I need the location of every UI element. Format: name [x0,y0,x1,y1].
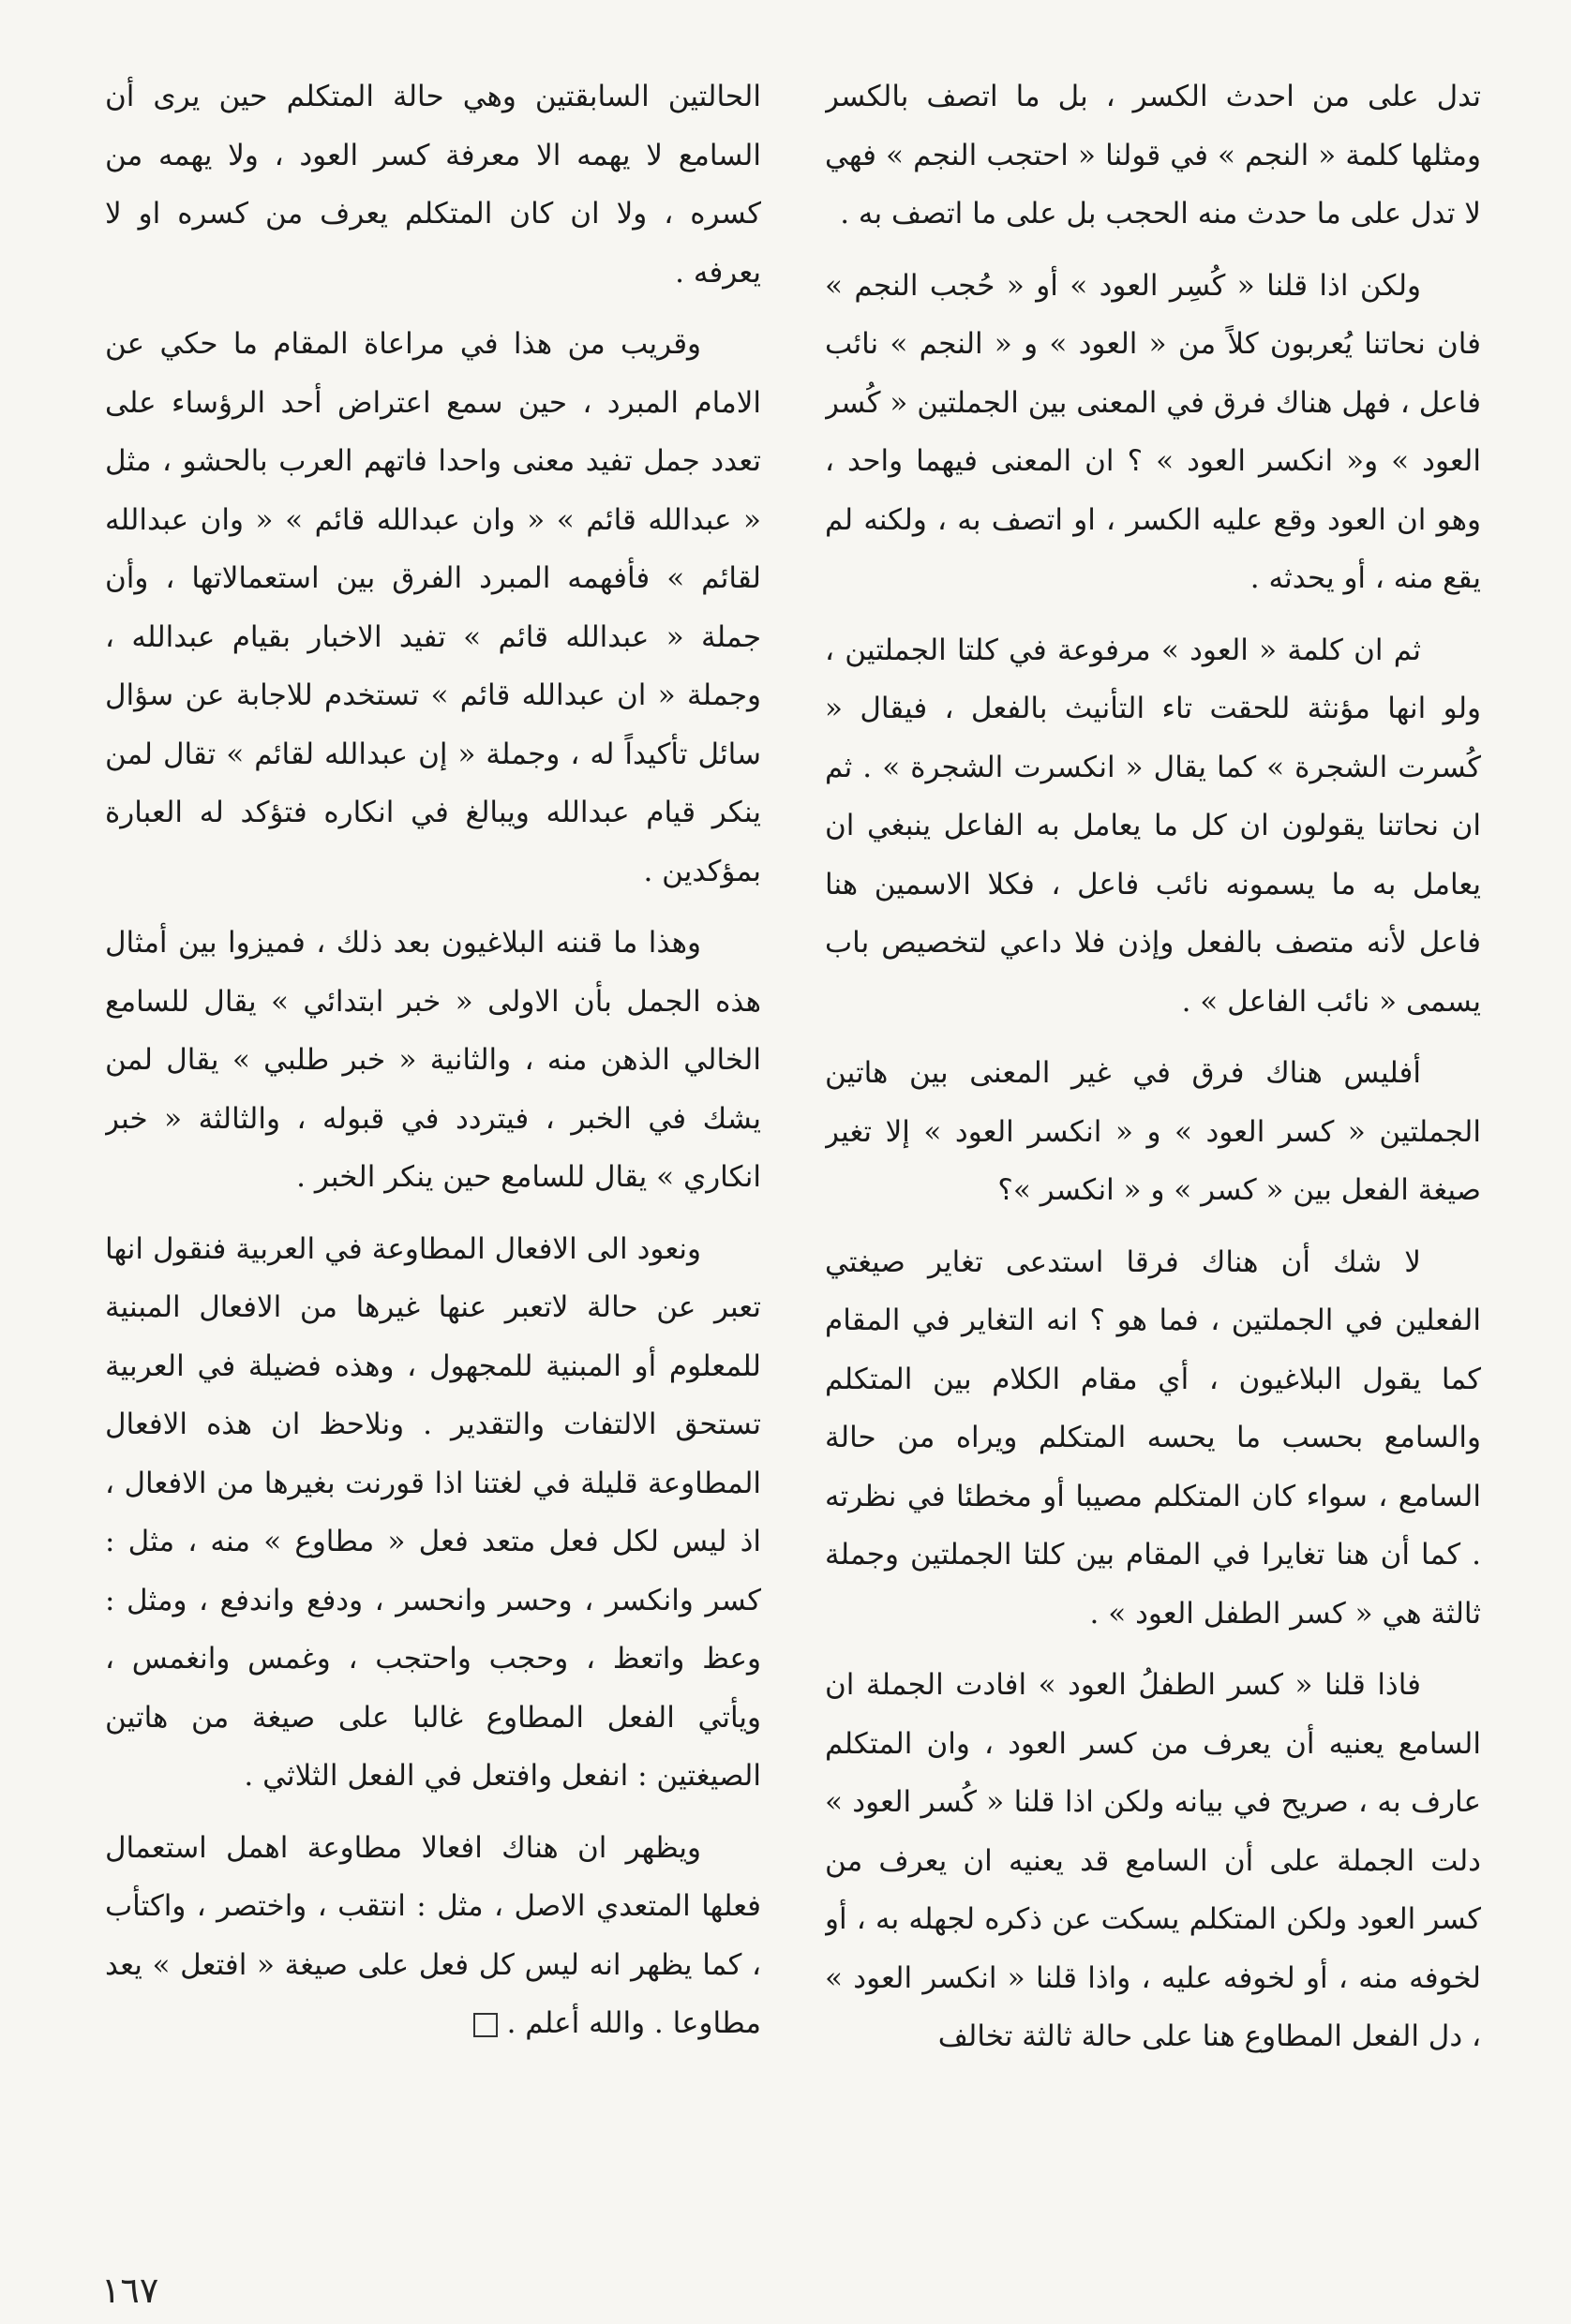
paragraph: تدل على من احدث الكسر ، بل ما اتصف بالكسر ومثلها كلمة « النجم » في قولنا « احتجب النجم » فهي لا تدل على ما حدث منه الحجب بل على ما اتصف به . [825,80,1481,231]
paragraph [105,1819,761,2053]
paragraph: لا شك أن هناك فرقا استدعى تغاير صيغتي الفعلين في الجملتين ، فما هو ؟ انه التغاير في المقام كما يقول البلاغيون ، أي مقام الكلام بين المتكلم والسامع بحسب ما يحسه المتكلم ويراه من حالة السامع ، سواء كان المتكلم مصيبا أو مخطئا في نظرته . كما أن هنا تغايرا في المقام بين كلتا الجملتين وجملة ثالثة هي « كسر الطفل العود » . [825,1244,1481,1631]
paragraph-text: ويظهر ان هناك افعالا مطاوعة اهمل استعمال فعلها المتعدي الاصل ، مثل : انتقب ، واختصر ، واكتأب ، كما يظهر انه ليس كل فعل على صيغة « افتعل » يعد مطاوعا . والله أعلم . [105,1830,761,2040]
right-column [825,67,1481,2223]
paragraph: وهذا ما قننه البلاغيون بعد ذلك ، فميزوا بين أمثال هذه الجمل بأن الاولى « خبر ابتدائي » يقال للسامع الخالي الذهن منه ، والثانية « خبر طلبي » يقال لمن يشك في الخبر ، فيتردد في قبوله ، والثالثة « خبر انكاري » يقال للسامع حين ينكر الخبر . [105,926,761,1194]
paragraph: أفليس هناك فرق في غير المعنى بين هاتين الجملتين « كسر العود » و « انكسر العود » إلا تغير صيغة الفعل بين « كسر » و « انكسر »؟ [825,1056,1481,1207]
end-of-article-square-icon [473,2013,498,2037]
left-column [105,67,761,2223]
paragraph: ونعود الى الافعال المطاوعة في العربية فنقول انها تعبر عن حالة لاتعبر عنها غيرها من الافعال المبنية للمعلوم أو المبنية للمجهول ، وهذه فضيلة في العربية تستحق الالتفات والتقدير . ونلاحظ ان هذه الافعال المطاوعة قليلة في لغتنا اذا قورنت بغيرها من الافعال ، اذ ليس لكل فعل متعد فعل « مطاوع » منه ، مثل : كسر وانكسر ، وحسر وانحسر ، ودفع واندفع ، ومثل : وعظ واتعظ ، وحجب واحتجب ، وغمس وانغمس ، ويأتي الفعل المطاوع غالبا على صيغة من هاتين الصيغتين : انفعل وافتعل في الفعل الثلاثي . [105,1231,761,1793]
paragraph: ولكن اذا قلنا « كُسِر العود » أو « حُجب النجم » فان نحاتنا يُعربون كلاً من « العود » و « النجم » نائب فاعل ، فهل هناك فرق في المعنى بين الجملتين « كُسر العود » و« انكسر العود » ؟ ان المعنى فيهما واحد ، وهو ان العود وقع عليه الكسر ، او اتصف به ، ولكنه لم يقع منه ، أو يحدثه . [825,268,1481,595]
paragraph: فاذا قلنا « كسر الطفلُ العود » افادت الجملة ان السامع يعنيه أن يعرف من كسر العود ، وان المتكلم عارف به ، صريح في بيانه ولكن اذا قلنا « كُسر العود » دلت الجملة على أن السامع قد يعنيه ان يعرف من كسر العود ولكن المتكلم يسكت عن ذكره لجهله به ، أو لخوفه منه ، أو لخوفه عليه ، واذا قلنا « انكسر العود » ، دل الفعل المطاوع هنا على حالة ثالثة تخالف [825,1668,1481,2053]
paragraph: ثم ان كلمة « العود » مرفوعة في كلتا الجملتين ، ولو انها مؤنثة للحقت تاء التأنيث بالفعل ، فيقال « كُسرت الشجرة » كما يقال « انكسرت الشجرة » . ثم ان نحاتنا يقولون ان كل ما يعامل به الفاعل ينبغي ان يعامل به ما يسمونه نائب فاعل ، فكلا الاسمين هنا فاعل لأنه متصف بالفعل وإذن فلا داعي لتخصيص باب يسمى « نائب الفاعل » . [825,633,1481,1019]
page-number: ١٦٧ [101,2270,159,2311]
paragraph: الحالتين السابقتين وهي حالة المتكلم حين يرى أن السامع لا يهمه الا معرفة كسر العود ، ولا يهمه من كسره ، ولا ان كان المتكلم يعرف من كسره او لا يعرفه . [105,80,761,290]
paragraph: وقريب من هذا في مراعاة المقام ما حكي عن الامام المبرد ، حين سمع اعتراض أحد الرؤساء على تعدد جمل تفيد معنى واحدا فاتهم العرب بالحشو ، مثل « عبدالله قائم » « وان عبدالله قائم » « وان عبدالله لقائم » فأفهمه المبرد الفرق بين استعمالاتها ، وأن جملة « عبدالله قائم » تفيد الاخبار بقيام عبدالله ، وجملة « ان عبدالله قائم » تستخدم للاجابة عن سؤال سائل تأكيداً له ، وجملة « إن عبدالله لقائم » تقال لمن ينكر قيام عبدالله ويبالغ في انكاره فتؤكد له العبارة بمؤكدين . [105,327,761,888]
